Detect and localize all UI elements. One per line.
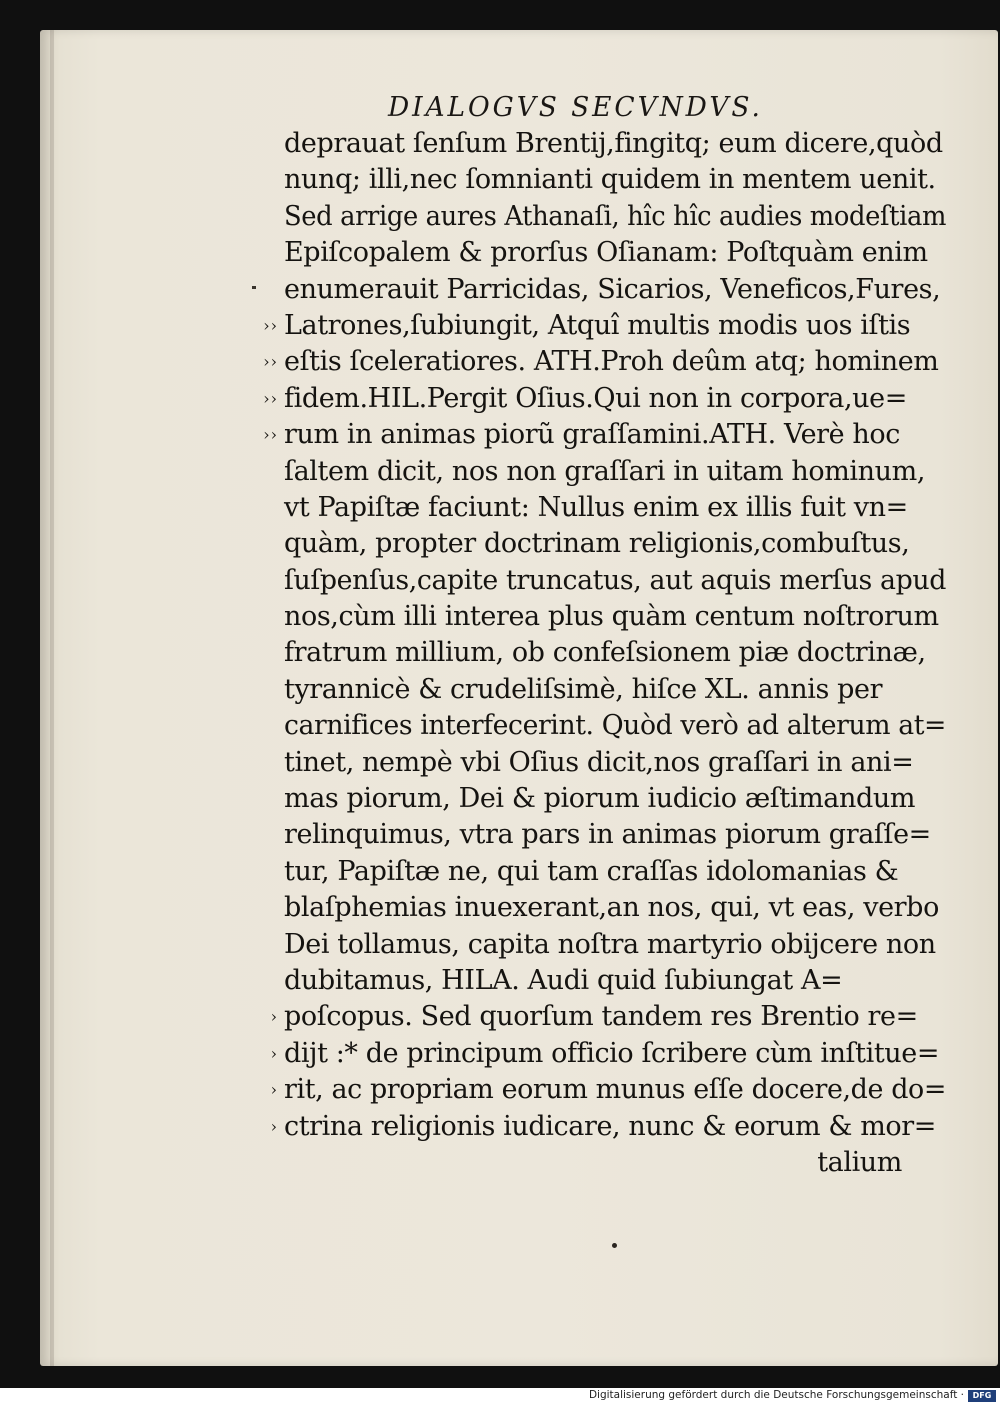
text-line — [263, 381, 954, 417]
line-text: dubitamus, HILA. Audi quid ſubiungat A= — [284, 964, 843, 996]
line-text: deprauat ſenſum Brentij,fingitq; eum dicere,quòd — [284, 128, 943, 159]
text-line — [284, 817, 954, 853]
line-text: Latrones,ſubiungit, Atquî multis modis uos iſtis — [284, 309, 911, 341]
line-text: fratrum millium, ob confeſsionem piæ doctrinæ, — [284, 637, 926, 669]
text-block — [263, 126, 954, 1181]
dfg-logo-icon: DFG — [968, 1390, 996, 1402]
line-text: nos,cùm illi interea plus quàm centum noſtrorum — [284, 601, 939, 633]
text-line — [270, 1072, 954, 1108]
text-line — [284, 708, 954, 744]
text-line — [284, 199, 954, 235]
text-line — [270, 1036, 954, 1072]
text-line — [284, 235, 954, 271]
text-line — [270, 999, 954, 1035]
line-text: tyrannicè & crudeliſsimè, hiſce XL. annis per — [284, 673, 883, 705]
line-text: mas piorum, Dei & piorum iudicio æſtimandum — [284, 783, 916, 815]
marginal-quote-mark: ›› — [263, 352, 278, 372]
text-line — [284, 927, 954, 963]
text-line — [284, 890, 954, 926]
footer-credit: Digitalisierung gefördert durch die Deutsche Forschungsgemeinschaft · — [588, 1389, 964, 1401]
catchword-line — [284, 1145, 954, 1181]
text-line — [284, 854, 954, 890]
line-text: Dei tollamus, capita noſtra martyrio obijcere non — [284, 928, 936, 960]
stray-ink-dot — [612, 1243, 617, 1248]
line-text: eſtis ſceleratiores. ATH.Proh deûm atq; hominem — [284, 346, 939, 378]
text-line — [263, 308, 954, 344]
footer-bar — [0, 1388, 1000, 1405]
gutter-shadow — [50, 30, 54, 1366]
line-text: rit, ac propriam eorum munus eſſe docere,de do= — [284, 1074, 947, 1106]
line-text: tinet, nempè vbi Oſius dicit,nos graſſari in ani= — [284, 746, 914, 778]
text-line — [263, 344, 954, 380]
text-line — [284, 490, 954, 526]
marginal-quote-mark: › — [270, 1116, 278, 1136]
text-line — [270, 1109, 954, 1145]
line-text: poſcopus. Sed quorſum tandem res Brentio re= — [284, 1001, 918, 1033]
marginal-quote-mark: ›› — [263, 425, 278, 445]
text-line — [284, 563, 954, 599]
marginal-quote-mark: › — [270, 1080, 278, 1100]
text-line — [284, 599, 954, 635]
line-text: vt Papiſtæ faciunt: Nullus enim ex illis fuit vn= — [284, 491, 908, 523]
line-text: dijt :* de principum officio ſcribere cùm inſtitue= — [284, 1037, 940, 1069]
text-line — [284, 526, 954, 562]
text-line — [284, 162, 954, 198]
marginal-quote-mark: ›› — [263, 388, 278, 408]
text-line — [284, 672, 954, 708]
text-line — [284, 745, 954, 781]
line-text: enumerauit Parricidas, Sicarios, Veneficos,Fures, — [284, 273, 941, 305]
line-text: Sed arrige aures Athanaſi, hîc hîc audies modeſtiam — [284, 200, 947, 232]
text-line — [284, 963, 954, 999]
line-text: ctrina religionis iudicare, nunc & eorum & mor= — [284, 1110, 936, 1142]
line-text: nunq; illi,nec ſomnianti quidem in mentem uenit. — [284, 164, 936, 196]
line-text: blaſphemias inuexerant,an nos, qui, vt eas, verbo — [284, 892, 939, 924]
stray-ink-mark — [252, 286, 256, 289]
catchword: talium — [817, 1146, 902, 1178]
text-line — [284, 781, 954, 817]
line-text: carnifices interfecerint. Quòd verò ad alterum at= — [284, 710, 946, 742]
line-text: relinquimus, vtra pars in animas piorum graſſe= — [284, 819, 931, 851]
text-line — [284, 126, 954, 162]
text-line — [263, 417, 954, 453]
text-line — [284, 635, 954, 671]
text-line — [284, 454, 954, 490]
marginal-quote-mark: › — [270, 1043, 278, 1063]
line-text: tur, Papiſtæ ne, qui tam craſſas idolomanias & — [284, 855, 899, 887]
line-text: ſuſpenſus,capite truncatus, aut aquis merſus apud — [284, 564, 947, 596]
marginal-quote-mark: ›› — [263, 315, 278, 335]
text-line — [284, 272, 954, 308]
line-text: ſaltem dicit, nos non graſſari in uitam hominum, — [284, 455, 926, 487]
line-text: rum in animas piorũ graſſamini.ATH. Verè hoc — [284, 419, 900, 451]
line-text: quàm, propter doctrinam religionis,combuſtus, — [284, 528, 910, 560]
running-head: DIALOGVS SECVNDVS. — [388, 92, 763, 123]
line-text: Epiſcopalem & prorſus Oſianam: Poſtquàm enim — [284, 237, 928, 269]
marginal-quote-mark: › — [270, 1007, 278, 1027]
line-text: fidem.HIL.Pergit Oſius.Qui non in corpora,ue= — [284, 382, 907, 414]
